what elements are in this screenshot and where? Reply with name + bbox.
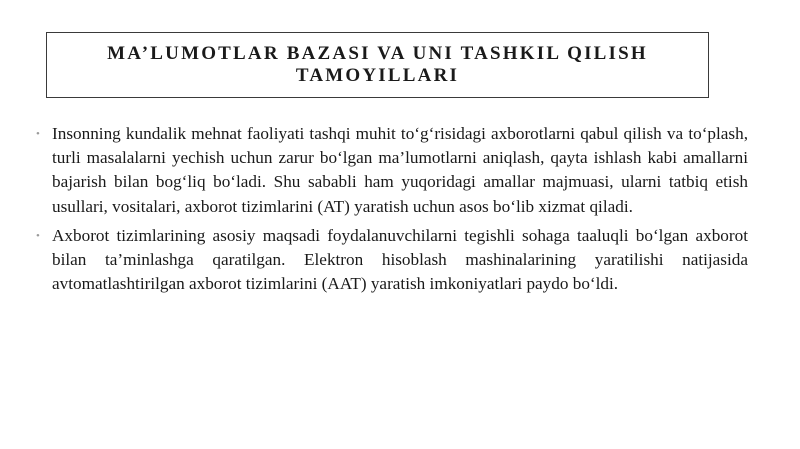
- bullet-item: [36, 224, 748, 297]
- bullet-item: [36, 122, 748, 219]
- title-box: [46, 32, 709, 98]
- bullet-list: [36, 122, 748, 301]
- bullet-text: Axborot tizimlarining asosiy maqsadi foydalanuvchilarni tegishli sohaga taaluqli bo‘lgan axborot bilan ta’minlashga qaratilgan. Elektron hisoblash mashinalarining yaratilishi natijasida avtomatlashtirilgan axborot tizimlarini (AAT) yaratish imkoniyatlari paydo bo‘ldi.: [52, 225, 748, 294]
- bullet-text: Insonning kundalik mehnat faoliyati tashqi muhit to‘g‘risidagi axborotlarni qabul qilish va to‘plash, turli masalalarni yechish uchun zarur bo‘lgan ma’lumotlarni aniqlash, qayta ishlash kabi amallarni bajarish bilan bog‘liq bo‘ladi. Shu sababli ham yuqoridagi amallar majmuasi, ularni tatbiq etish usullari, vositalari, axborot tizimlarini (AT) yaratish uchun asos bo‘lib xizmat qiladi.: [52, 124, 748, 216]
- bullet-icon: •: [36, 229, 40, 242]
- slide-title: MA’LUMOTLAR BAZASI VA UNI TASHKIL QILISH TAMOYILLARI: [107, 43, 648, 86]
- bullet-icon: •: [36, 128, 40, 140]
